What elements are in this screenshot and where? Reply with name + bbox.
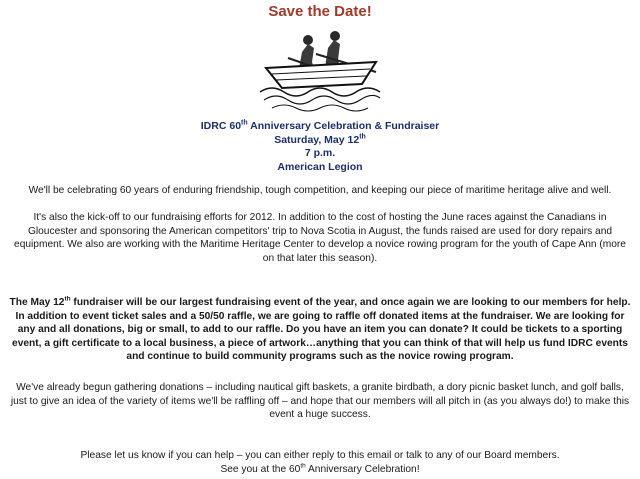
event-date [0, 134, 640, 148]
closing-suffix: Anniversary Celebration! [305, 463, 420, 475]
closing-sup: th [300, 462, 306, 470]
paragraph-closing [8, 449, 632, 476]
event-name [0, 120, 640, 134]
event-date-text: Saturday, May 12 [274, 133, 360, 146]
dory-rowers-illustration [258, 22, 382, 112]
paragraph-celebration: We'll be celebrating 60 years of enduring friendship, tough competition, and keeping our piece of maritime heritage alive and well. [28, 185, 612, 196]
fundraiser-prefix: The May 12 [9, 297, 65, 308]
event-name-suffix: Anniversary Celebration & Fundraiser [247, 120, 440, 132]
paragraph-kickoff: It's also the kick-off to our fundraising efforts for 2012. In addition to the cost of hosting the June races against the Canadians in Gloucester and sponsoring the American competitors' trip to Nova Scotia in August, the funds raised are used for dory repairs and equipment. We also are working with the Maritime Heritage Center to develop a novice rowing program for the youth of Cape Ann (more on that later this season). [14, 212, 626, 264]
event-details [0, 120, 640, 174]
closing-prefix: See you at the 60 [220, 463, 301, 475]
event-date-sup: th [359, 133, 366, 140]
paragraph-fundraiser [8, 296, 632, 364]
page-title: Save the Date! [268, 3, 372, 20]
fundraiser-sup: th [64, 295, 71, 303]
event-name-prefix: IDRC 60 [200, 120, 242, 132]
event-name-sup: th [241, 119, 248, 127]
closing-line-1: Please let us know if you can help – you can either reply to this email or talk to any of our Board members. [80, 450, 560, 461]
event-venue: American Legion [277, 160, 363, 173]
closing-line-2 [8, 463, 632, 477]
paragraph-donations: We've already begun gathering donations – including nautical gift baskets, a granite birdbath, a dory picnic basket lunch, and golf balls, just to give an idea of the variety of items we'll be raffling off – and hope that our members will all pitch in (as you always do!) to make this event a huge success. [10, 382, 630, 421]
fundraiser-text: fundraiser will be our largest fundraising event of the year, and once again we are looking to our members for help. In addition to event ticket sales and a 50/50 raffle, we are going to raffle off donated items at the fundraiser. We are looking for any and all donations, big or small, to add to our raffle. Do you have an item you can donate? It could be tickets to a sporting event, a gift certificate to a local business, a piece of artwork…anything that you can think of that will help us fund IDRC events and continue to build community programs such as the novice rowing program. [12, 297, 631, 363]
event-time: 7 p.m. [304, 147, 336, 159]
